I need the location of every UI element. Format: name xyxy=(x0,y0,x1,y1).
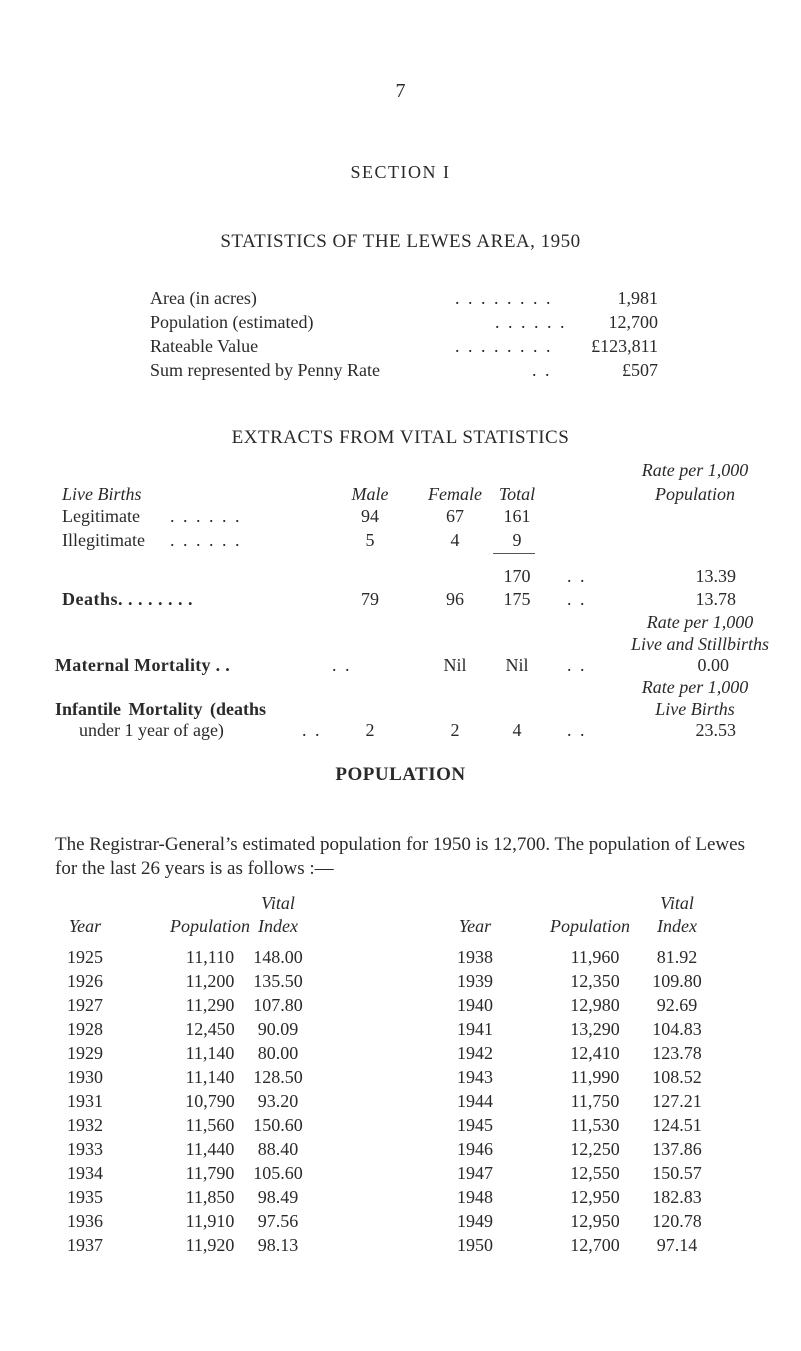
cell-year: 1927 xyxy=(67,995,103,1015)
area-row-label: Sum represented by Penny Rate xyxy=(150,360,380,380)
illegitimate-label: Illegitimate xyxy=(62,530,145,550)
leader-dots: . . . . . . xyxy=(170,506,242,526)
cell-year: 1943 xyxy=(457,1067,493,1087)
infant-rate-header: Rate per 1,000 xyxy=(641,677,749,697)
area-row-value: £507 xyxy=(622,360,658,380)
cell-population: 12,550 xyxy=(570,1163,620,1183)
cell-year: 1949 xyxy=(457,1211,493,1231)
cell-population: 13,290 xyxy=(570,1019,620,1039)
col-total: Total xyxy=(498,484,536,504)
deaths-total: 175 xyxy=(503,589,531,609)
deaths-label: Deaths. . . . . . . . xyxy=(62,589,193,609)
cell-vital-index: 135.50 xyxy=(253,971,303,991)
cell-year: 1946 xyxy=(457,1139,493,1159)
cell-vital-index: 92.69 xyxy=(656,995,698,1015)
area-row-value: 1,981 xyxy=(617,288,658,308)
cell-year: 1950 xyxy=(457,1235,493,1255)
infant-total: 4 xyxy=(512,720,522,740)
cell-vital-index: 109.80 xyxy=(652,971,702,991)
area-row-label: Rateable Value xyxy=(150,336,259,356)
cell-vital-index: 137.86 xyxy=(652,1139,702,1159)
cell-year: 1948 xyxy=(457,1187,493,1207)
leader-dots: . . . . . . xyxy=(495,312,567,332)
cell-population: 11,290 xyxy=(185,995,235,1015)
maternal-rate-header-sub: Live and Stillbirths xyxy=(630,634,769,654)
area-row-label: Area (in acres) xyxy=(150,288,257,308)
cell-year: 1940 xyxy=(457,995,493,1015)
illegitimate-female: 4 xyxy=(450,530,460,550)
cell-vital-index: 107.80 xyxy=(253,995,303,1015)
leader-dots: . . xyxy=(302,720,322,740)
area-row-value: 12,700 xyxy=(608,312,658,332)
cell-population: 12,950 xyxy=(570,1211,620,1231)
legitimate-label: Legitimate xyxy=(62,506,140,526)
col-year-left: Year xyxy=(68,916,102,936)
col-live-births: Live Births xyxy=(62,484,142,504)
deaths-rate: 13.78 xyxy=(695,589,736,609)
maternal-rate: 0.00 xyxy=(697,655,729,675)
cell-population: 12,410 xyxy=(570,1043,620,1063)
cell-year: 1945 xyxy=(457,1115,493,1135)
cell-population: 12,250 xyxy=(570,1139,620,1159)
cell-vital-index: 97.56 xyxy=(257,1211,299,1231)
cell-year: 1934 xyxy=(67,1163,103,1183)
cell-vital-index: 182.83 xyxy=(652,1187,702,1207)
cell-vital-index: 120.78 xyxy=(652,1211,702,1231)
col-index-right: Index xyxy=(657,916,697,936)
cell-year: 1925 xyxy=(67,947,103,967)
page-number: 7 xyxy=(395,80,406,102)
cell-vital-index: 97.14 xyxy=(656,1235,698,1255)
cell-year: 1939 xyxy=(457,971,493,991)
infant-label: Infantile Mortality (deaths xyxy=(55,699,266,719)
cell-population: 11,560 xyxy=(185,1115,235,1135)
infant-rate-header-sub: Live Births xyxy=(655,699,735,719)
legitimate-total: 161 xyxy=(503,506,531,526)
cell-population: 11,140 xyxy=(185,1067,235,1087)
cell-year: 1938 xyxy=(457,947,493,967)
cell-year: 1942 xyxy=(457,1043,493,1063)
cell-vital-index: 105.60 xyxy=(253,1163,303,1183)
cell-year: 1941 xyxy=(457,1019,493,1039)
cell-population: 12,350 xyxy=(570,971,620,991)
total-rule xyxy=(493,553,535,554)
leader-dots: . . xyxy=(532,360,552,380)
cell-vital-index: 80.00 xyxy=(257,1043,299,1063)
col-population-left: Population xyxy=(170,916,250,936)
cell-year: 1931 xyxy=(67,1091,103,1111)
area-row xyxy=(150,336,658,360)
cell-vital-index: 127.21 xyxy=(652,1091,702,1111)
cell-population: 12,950 xyxy=(570,1187,620,1207)
legitimate-male: 94 xyxy=(361,506,379,526)
leader-dots: . . xyxy=(332,655,352,675)
cell-vital-index: 81.92 xyxy=(656,947,698,967)
cell-year: 1926 xyxy=(67,971,103,991)
leader-dots: . . . . . . . . xyxy=(455,336,553,356)
cell-year: 1947 xyxy=(457,1163,493,1183)
vital-stats-title: EXTRACTS FROM VITAL STATISTICS xyxy=(231,427,570,448)
cell-vital-index: 148.00 xyxy=(253,947,303,967)
cell-year: 1933 xyxy=(67,1139,103,1159)
rate-header: Rate per 1,000 xyxy=(641,460,749,480)
cell-vital-index: 88.40 xyxy=(257,1139,299,1159)
cell-year: 1936 xyxy=(67,1211,103,1231)
cell-population: 11,960 xyxy=(570,947,620,967)
cell-vital-index: 93.20 xyxy=(257,1091,299,1111)
area-row-value: £123,811 xyxy=(591,336,658,356)
infant-male: 2 xyxy=(365,720,375,740)
cell-vital-index: 104.83 xyxy=(652,1019,702,1039)
cell-vital-index: 90.09 xyxy=(257,1019,299,1039)
infant-label-sub: under 1 year of age) xyxy=(79,720,224,740)
col-vital-right: Vital xyxy=(660,893,694,913)
leader-dots: . . xyxy=(567,655,587,675)
leader-dots: . . . . . . . . xyxy=(455,288,553,308)
births-total: 170 xyxy=(503,566,531,586)
deaths-male: 79 xyxy=(361,589,379,609)
col-vital-left: Vital xyxy=(261,893,295,913)
cell-population: 11,850 xyxy=(185,1187,235,1207)
cell-vital-index: 128.50 xyxy=(253,1067,303,1087)
infant-rate: 23.53 xyxy=(695,720,736,740)
cell-vital-index: 108.52 xyxy=(652,1067,702,1087)
cell-year: 1929 xyxy=(67,1043,103,1063)
cell-year: 1928 xyxy=(67,1019,103,1039)
cell-vital-index: 98.13 xyxy=(257,1235,299,1255)
maternal-label: Maternal Mortality . . xyxy=(55,655,231,675)
population-title: POPULATION xyxy=(335,764,466,785)
cell-population: 11,440 xyxy=(185,1139,235,1159)
col-year-right: Year xyxy=(458,916,492,936)
cell-population: 12,450 xyxy=(185,1019,235,1039)
cell-vital-index: 98.49 xyxy=(257,1187,299,1207)
cell-population: 11,140 xyxy=(185,1043,235,1063)
cell-population: 11,920 xyxy=(185,1235,235,1255)
cell-population: 11,910 xyxy=(185,1211,235,1231)
rate-header-sub: Population xyxy=(655,484,735,504)
cell-population: 12,700 xyxy=(570,1235,620,1255)
cell-vital-index: 150.57 xyxy=(652,1163,702,1183)
deaths-female: 96 xyxy=(446,589,464,609)
leader-dots: . . xyxy=(567,720,587,740)
cell-vital-index: 150.60 xyxy=(253,1115,303,1135)
cell-year: 1935 xyxy=(67,1187,103,1207)
leader-dots: . . xyxy=(567,566,587,586)
births-rate: 13.39 xyxy=(695,566,736,586)
cell-vital-index: 124.51 xyxy=(652,1115,702,1135)
infant-female: 2 xyxy=(450,720,460,740)
leader-dots: . . xyxy=(567,589,587,609)
cell-year: 1944 xyxy=(457,1091,493,1111)
leader-dots: . . . . . . xyxy=(170,530,242,550)
cell-year: 1937 xyxy=(67,1235,103,1255)
col-male: Male xyxy=(351,484,389,504)
cell-population: 11,750 xyxy=(570,1091,620,1111)
col-index-left: Index xyxy=(258,916,298,936)
cell-year: 1930 xyxy=(67,1067,103,1087)
cell-vital-index: 123.78 xyxy=(652,1043,702,1063)
maternal-female: Nil xyxy=(443,655,467,675)
cell-population: 10,790 xyxy=(185,1091,235,1111)
legitimate-female: 67 xyxy=(446,506,464,526)
cell-population: 11,530 xyxy=(570,1115,620,1135)
area-row xyxy=(150,360,658,384)
cell-year: 1932 xyxy=(67,1115,103,1135)
area-row xyxy=(150,312,658,336)
cell-population: 12,980 xyxy=(570,995,620,1015)
area-row xyxy=(150,288,658,312)
population-paragraph: The Registrar-General’s estimated population for 1950 is 12,700. The population of Lewes for the last 26 years is as follows :— xyxy=(55,834,745,879)
cell-population: 11,200 xyxy=(185,971,235,991)
cell-population: 11,990 xyxy=(570,1067,620,1087)
maternal-rate-header: Rate per 1,000 xyxy=(646,612,754,632)
maternal-total: Nil xyxy=(505,655,529,675)
area-row-label: Population (estimated) xyxy=(150,312,314,332)
section-heading: SECTION I xyxy=(350,162,451,182)
cell-population: 11,790 xyxy=(185,1163,235,1183)
cell-population: 11,110 xyxy=(185,947,235,967)
area-stats-title: STATISTICS OF THE LEWES AREA, 1950 xyxy=(220,231,581,252)
illegitimate-male: 5 xyxy=(365,530,375,550)
illegitimate-total: 9 xyxy=(512,530,522,550)
col-population-right: Population xyxy=(550,916,630,936)
col-female: Female xyxy=(428,484,482,504)
